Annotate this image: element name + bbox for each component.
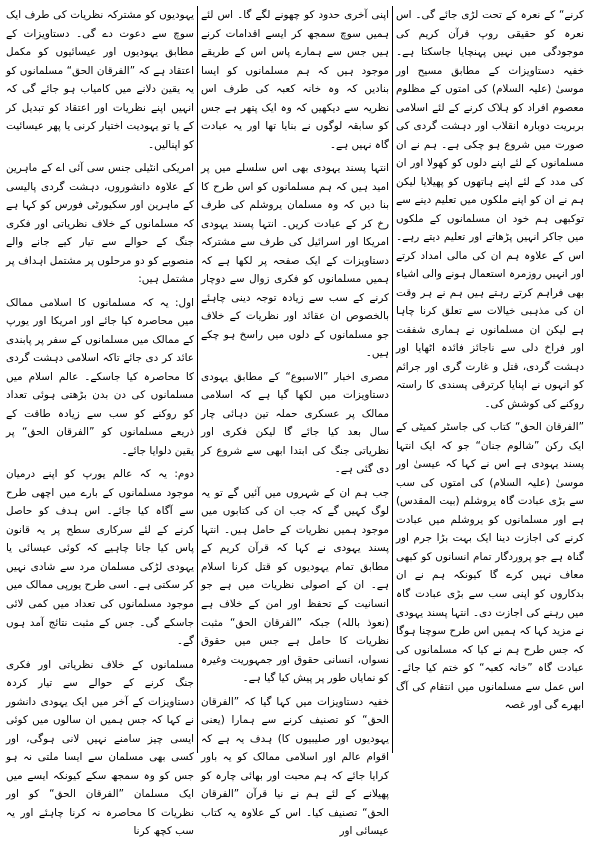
paragraph: خفیہ دستاویزات میں کہا گیا کہ ”الفرقان الحق“ کو تصنیف کرنے سے ہمارا (یعنی یہودیوں اور صلیبیوں کا) ہدف یہ ہے کہ اقوام عالم اور اسلامی ممالک کو یہ باور کرایا جائے کہ ہم محبت اور بھائی چارہ کو پھیلانے کے لئے ہم نے نیا قرآن ”الفرقان الحق“ تصنیف کیا۔ اس کے علاوہ یہ کتاب عیسائی اور	[201, 695, 389, 838]
paragraph: اپنی آخری حدود کو چھونے لگے گا۔ اس لئے ہمیں سوچ سمجھ کر ایسے اقدامات کرنے ہیں جس سے ہمارے پاس اس کے طریقے موجود ہیں کہ ہم مسلمانوں کو ایسا بنادیں کہ وہ خانہ کعبہ کی طرف اس نظریہ سے دیکھیں کہ وہ ایک پتھر ہے جس کو سابقہ لوگوں نے بنایا تھا اور یہ عبادت گاہ نہیں ہے۔	[201, 9, 389, 151]
paragraph: امریکی انٹیلی جنس سی آئی اے کے ماہرین کے علاوہ دانشوروں، دہشت گردی پالیسی کے ماہرین اور سکیورٹی فورس کو کہا ہے کہ مسلمانوں کے خلاف نظریاتی اور فکری جنگ کے حوالے سے تیار کیے جانے والے منصوبے کو دو مرحلوں پر مشتمل اہداف پر مشتمل ہیں:	[6, 162, 194, 286]
paragraph: کرنے“ کے نعرہ کے تحت لڑی جائے گی۔ اس نعرہ کو حقیقی روپ قرآن کریم کی موجودگی میں نہیں پہنچایا جاسکتا ہے۔ خفیہ دستاویزات کے مطابق مسیح اور موسیٰ (علیہ السلام) کی امتوں کے مظلوم معصوم افراد کو ہلاک کرنے کے لئے اسلامی بربریت دوبارہ انقلاب اور دہشت گردی کی صورت میں شروع ہو چکی ہے۔ ہم نے ان مسلمانوں کے لئے اپنے دلوں کو کھولا اور ان کی مدد کے لئے اپنے ہاتھوں کو پھیلایا لیکن ہم نے ان کو اپنے ملکوں میں تعلیم دینے سے توکبھی ہم خود ان مسلمانوں کے ملکوں میں جاکر انہیں پڑھاتے اور تعلیم دیتے رہے۔ اس کے علاوہ ہم ان کی مالی امداد کرتے اور انہیں روزمرہ استعمال ہونے والی اشیاء بھی فراہم کرتے رہتے ہیں ہم نے ہر وقت ان کی مذہبی خیالات سے تعلق کرنا چاہا ہے لیکن ان مسلمانوں نے ہماری شفقت اور فراخ دلی سے ناجائز فائدہ اٹھایا اور دہشت گردی، قتل و غارت گری اور جرائم کو انہوں نے اپنایا کرترقی پسندی کا راستہ روکنے کی کوشش کی۔	[396, 9, 584, 410]
column-divider	[392, 6, 393, 753]
paragraph: ”الفرقان الحق“ کتاب کی جاسٹر کمیٹی کے ایک رکن ”شالوم جنان“ جو کہ ایک انتہا پسند یہودی ہے اس نے کہا کہ عیسیٰ اور موسیٰ (علیہ السلام) کی امتوں کی سب سے بڑی عبادت گاہ یروشلم (بیت المقدس) ہے اور مسلمانوں کو یروشلم میں عبادت کرنے کی اجازت دینا ایک بہت بڑا جرم اور گناہ ہے جو پروردگار تمام انسانوں کو کبھی معاف نہیں کرے گا کیونکہ ہم نے ان بدکاروں کو اپنی سب سے بڑی عبادت گاہ میں رہنے کی اجازت دی۔ انتہا پسند یہودی نے مزید کہا کہ ہمیں اس طرح سوچنا ہوگا کہ جس طرح ہم نے کیا کہ مسلمانوں کی عبادت گاہ ”خانہ کعبہ“ کو ختم کیا جائے۔ اس عمل سے مسلمانوں میں انتقام کی آگ ابھرے گی اور غصہ	[396, 421, 584, 712]
paragraph: دوم: یہ کہ عالم یورپ کو اپنے درمیان موجود مسلمانوں کے بارے میں اچھی طرح سے آگاہ کیا جائے۔ اس ہدف کو حاصل کرنے کے لئے سرکاری سطح پر یہ قانون پاس کیا جانا چاہیے کہ کوئی عیسائی یا یہودی لڑکی مسلمان مرد سے شادی نہیں کر سکتی ہے۔ اسی طرح یورپی ممالک میں موجود مسلمانوں کی تعداد میں کمی لائی جاسکے گی۔ جس کے مثبت نتائج آمد ہوں گے۔	[6, 468, 194, 648]
column-middle	[201, 6, 389, 838]
column-left	[6, 6, 194, 838]
paragraph: جب ہم ان کے شہروں میں آئیں گے تو یہ لوگ کہیں گے کہ جب ان کی کتابوں میں موجود ہمیں نظریات کے حامل ہیں۔ انتہا پسند یہودی نے کہا کہ قرآن کریم کے مطابق تمام یہودیوں کو قتل کرنا اسلام ہے۔ ان کے اصولی نظریات میں ہے جو انسانیت کے تحفظ اور امن کے خلاف ہے (نعوذ باللہ) جبکہ ”الفرقان الحق“ مثبت نظریات کا حامل ہے جس میں حقوق نسواں، انسانی حقوق اور جمہوریت وغیرہ کو نمایاں طور پر پیش کیا گیا ہے۔	[201, 486, 389, 685]
paragraph: یہودیوں کو مشترکہ نظریات کی طرف ایک سوچ سے دعوت دے گی۔ دستاویزات کے مطابق یہودیوں اور عیسائیوں کو مکمل اعتقاد ہے کہ ”الفرقان الحق“ مسلمانوں کو یہ یقین دلانے میں کامیاب ہو جائے گی کہ انہیں اپنے نظریات اور اعتقاد کو تبدیل کر کے یا تو یہودیت اختیار کرنی یا پھر عیسائیت کو اپنالیں۔	[6, 9, 194, 151]
column-right	[396, 6, 584, 753]
paragraph: اول: یہ کہ مسلمانوں کا اسلامی ممالک میں محاصرہ کیا جائے اور امریکا اور یورپ کے ممالک میں مسلمانوں کے سفر پر پابندی عائد کر دی جائے تاکہ اسلامی دہشت گردی کا محاصرہ کیا جاسکے۔ عالم اسلام میں مسلمانوں کی دن بدن بڑھتی ہوئی تعداد کو روکنے کو سب سے زیادہ طاقت کے ذریعے مسلمانوں کو ”الفرقان الحق“ پر یقین دلوایا جائے۔	[6, 296, 194, 457]
paragraph: انتہا پسند یہودی بھی اس سلسلے میں پر امید ہیں کہ ہم مسلمانوں کو اس طرح کا بنا دیں کہ وہ مسلمان یروشلم کی طرف رخ کر کے عبادت کریں۔ انتہا پسند یہودی امریکا اور اسرائیل کی طرف سے مشترکہ دستاویزات کے ایک صفحہ پر لکھا ہے کہ ہمیں مسلمانوں کو فکری زوال سے دوچار کرنے کے سب سے زیادہ توجہ دینی چاہئے بالخصوص ان عقائد اور نظریات کے خلاف جو مسلمانوں کے دلوں میں راسخ ہو چکے ہیں۔	[201, 162, 389, 360]
paragraph: مصری اخبار ”الاسبوع“ کے مطابق یہودی دستاویزات میں لکھا گیا ہے کہ اسلامی ممالک پر عسکری حملہ تین دہائی چار سال بعد کیا جائے گا لیکن فکری اور نظریاتی جنگ کی ابتدا ابھی سے شروع کر دی گئی ہے۔	[201, 370, 389, 476]
paragraph: مسلمانوں کے خلاف نظریاتی اور فکری جنگ کرنے کے حوالے سے تیار کردہ دستاویزات کے آخر میں ایک یہودی دانشور نے کہا کہ جس ہمیں ان سالوں میں کوئی ایسی چیز سامنے نہیں لانی ہوگی، اور کسی بھی مسلمان سے ایسا ملتی نہ ہو جس کو وہ سمجھ سکے کیونکہ ایسے میں ایک مسلمان ”الفرقان الحق“ کو اور نظریات کا محاصرہ نہ کرنا چاہئے اور یہ سب کچھ کرنا	[6, 658, 194, 838]
column-divider	[197, 6, 198, 753]
